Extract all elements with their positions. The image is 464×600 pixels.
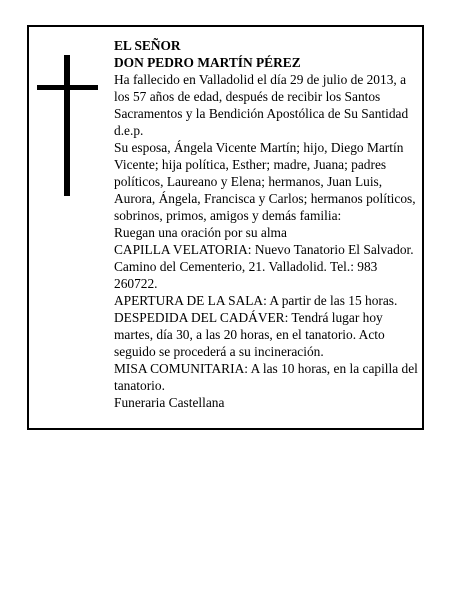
- cross-horizontal-bar: [37, 85, 98, 90]
- funeral-home: Funeraria Castellana: [114, 395, 225, 410]
- notice-title: EL SEÑOR: [114, 38, 181, 53]
- farewell-paragraph: DESPEDIDA DEL CADÁVER: Tendrá lugar hoy martes, día 30, a las 20 horas, en el tanatorio. Acto seguido se procederá a su incineración.: [114, 310, 385, 359]
- cross-vertical-bar: [64, 55, 70, 196]
- obituary-text: [114, 37, 420, 411]
- mass-paragraph: MISA COMUNITARIA: A las 10 horas, en la capilla del tanatorio.: [114, 361, 418, 393]
- opening-paragraph: APERTURA DE LA SALA: A partir de las 15 horas.: [114, 293, 398, 308]
- death-paragraph: Ha fallecido en Valladolid el día 29 de julio de 2013, a los 57 años de edad, después de recibir los Santos Sacramentos y la Bendición Apostólica de Su Santidad d.e.p.: [114, 72, 409, 138]
- cross-icon: [37, 55, 98, 196]
- chapel-paragraph: CAPILLA VELATORIA: Nuevo Tanatorio El Salvador. Camino del Cementerio, 21. Valladolid. Tel.: 983 260722.: [114, 242, 414, 291]
- deceased-name: DON PEDRO MARTÍN PÉREZ: [114, 55, 301, 70]
- prayer-line: Ruegan una oración por su alma: [114, 225, 287, 240]
- family-paragraph: Su esposa, Ángela Vicente Martín; hijo, Diego Martín Vicente; hija política, Esther; madre, Juana; padres políticos, Laureano y Elena; hermanos, Juan Luis, Aurora, Ángela, Francisca y Carlos; hermanos políticos, sobrinos, primos, amigos y demás familia:: [114, 140, 416, 223]
